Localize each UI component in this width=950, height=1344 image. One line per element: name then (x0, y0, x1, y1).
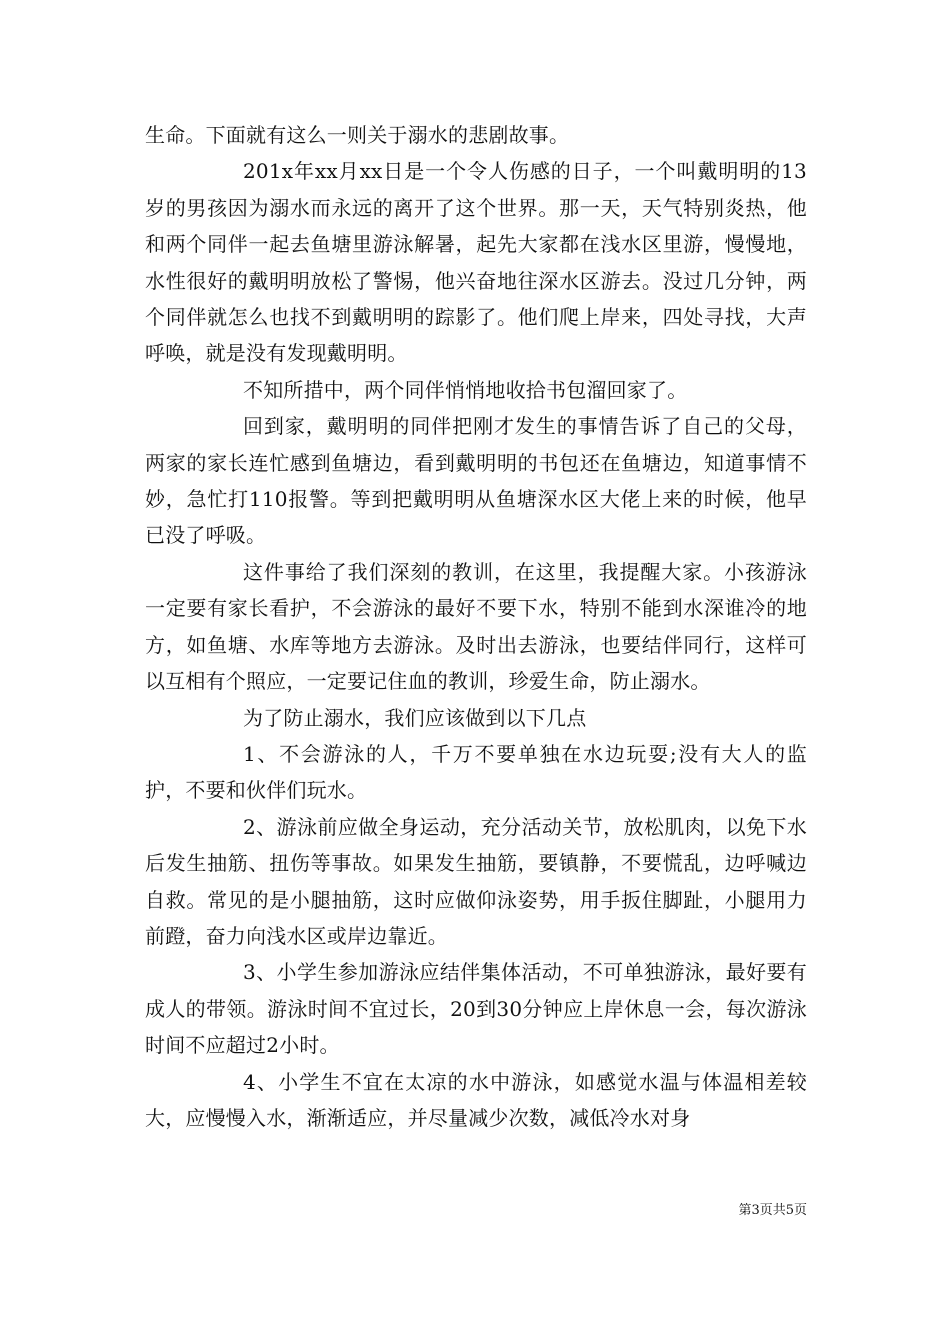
paragraph-3: 不知所措中，两个同伴悄悄地收拾书包溜回家了。 (243, 377, 688, 402)
paragraph-6: 为了防止溺水，我们应该做到以下几点 (243, 705, 587, 730)
paragraph-1: 生命。下面就有这么一则关于溺水的悲剧故事。 (145, 123, 570, 147)
paragraph-4: 回到家，戴明明的同伴把刚才发生的事情告诉了自己的父母，两家的家长连忙感到鱼塘边，看到戴明明的书包还在鱼塘边，知道事情不妙，急忙打110报警。等到把戴明明从鱼塘深水区大佬上来的时候，他早已没了呼吸。 (145, 414, 807, 548)
page-number-footer: 第3页共5页 (738, 1203, 807, 1218)
paragraph-5: 这件事给了我们深刻的教训，在这里，我提醒大家。小孩游泳一定要有家长看护，不会游泳的最好不要下水，特别不能到水深谁冷的地方，如鱼塘、水库等地方去游泳。及时出去游泳，也要结伴同行，这样可以互相有个照应，一定要记住血的教训，珍爱生命，防止溺水。 (145, 559, 807, 694)
document-body (145, 117, 807, 1136)
paragraph-9: 3、小学生参加游泳应结伴集体活动，不可单独游泳，最好要有成人的带领。游泳时间不宜过长，20到30分钟应上岸休息一会，每次游泳时间不应超过2小时。 (145, 960, 807, 1058)
paragraph-8: 2、游泳前应做全身运动，充分活动关节，放松肌肉，以免下水后发生抽筋、扭伤等事故。如果发生抽筋，要镇静，不要慌乱，边呼喊边自救。常见的是小腿抽筋，这时应做仰泳姿势，用手扳住脚趾，小腿用力前蹬，奋力向浅水区或岸边靠近。 (145, 814, 807, 948)
paragraph-10: 4、小学生不宜在太凉的水中游泳，如感觉水温与体温相差较大，应慢慢入水，渐渐适应，并尽量减少次数，减低冷水对身 (145, 1069, 807, 1130)
paragraph-7: 1、不会游泳的人，千万不要单独在水边玩耍;没有大人的监护，不要和伙伴们玩水。 (145, 741, 807, 803)
paragraph-2: 201x年xx月xx日是一个令人伤感的日子，一个叫戴明明的13岁的男孩因为溺水而永远的离开了这个世界。那一天，天气特别炎热，他和两个同伴一起去鱼塘里游泳解暑，起先大家都在浅水区里游，慢慢地，水性很好的戴明明放松了警惕，他兴奋地往深水区游去。没过几分钟，两个同伴就怎么也找不到戴明明的踪影了。他们爬上岸来，四处寻找，大声呼唤，就是没有发现戴明明。 (145, 159, 807, 366)
